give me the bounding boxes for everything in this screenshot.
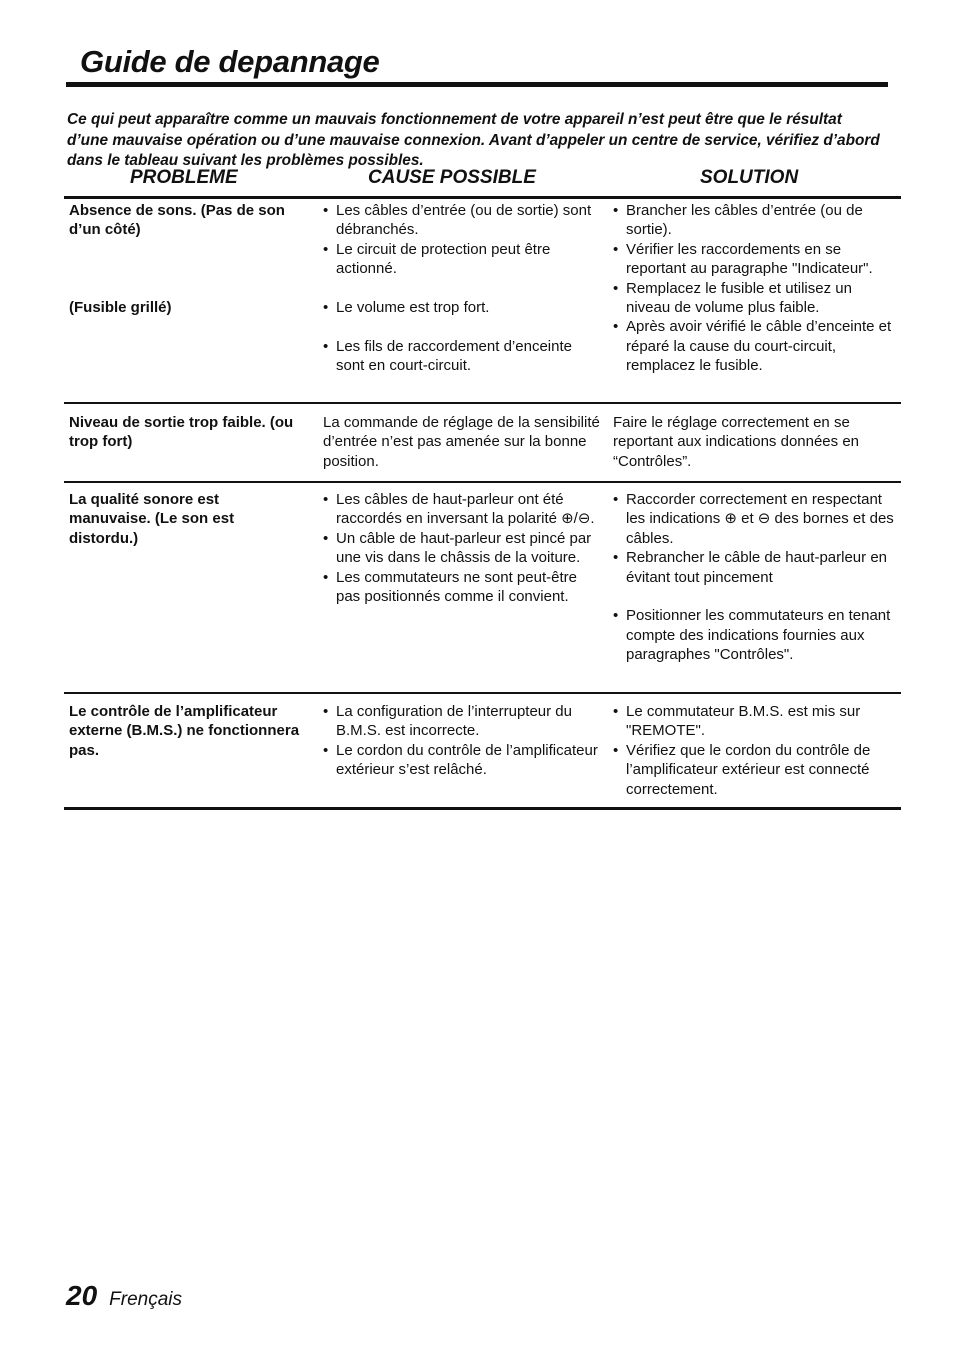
- cause-cell: [323, 413, 603, 471]
- problem-cell: Niveau de sortie trop faible. (ou trop fort): [69, 414, 294, 451]
- row-divider: [64, 481, 901, 483]
- intro-paragraph: Ce qui peut apparaître comme un mauvais fonctionnement de votre appareil n’est peut être que le résultat d’une mauvaise opération ou d’une mauvaise connexion. Avant d’appeler un centre de service, vérifiez d’abord dans le tableau suivant les problèmes possibles.: [67, 111, 880, 170]
- problem-cell: La qualité sonore est manuvaise. (Le son est distordu.): [69, 491, 235, 547]
- solution-item: • Positionner les commutateurs en tenant compte des indications fournies aux paragraphes "Contrôles".: [613, 606, 899, 664]
- row-divider: [64, 402, 901, 404]
- cause-item: • Le cordon du contrôle de l’amplificateur extérieur s’est relâché.: [323, 741, 603, 780]
- table-header-rule: [64, 196, 901, 199]
- solution-cell: [613, 413, 899, 471]
- problem-text: (Fusible grillé): [69, 298, 172, 316]
- page-footer: [66, 1280, 182, 1312]
- solution-item: • Le commutateur B.M.S. est mis sur "REMOTE".: [613, 702, 899, 741]
- language-label: Frençais: [109, 1289, 183, 1310]
- cause-item: • Les commutateurs ne sont peut-être pas positionnés comme il convient.: [323, 568, 603, 607]
- cause-cell: [323, 702, 603, 780]
- solution-item: • Remplacez le fusible et utilisez un niveau de volume plus faible.: [613, 279, 899, 318]
- cause-text: La commande de réglage de la sensibilité d’entrée n’est pas amenée sur la bonne position.: [323, 414, 600, 470]
- solution-item: • Vérifiez que le cordon du contrôle de l’amplificateur extérieur est connecté correctement.: [613, 741, 899, 799]
- solution-item: • Brancher les câbles d’entrée (ou de sortie).: [613, 201, 899, 240]
- cause-item: • La configuration de l’interrupteur du B.M.S. est incorrecte.: [323, 702, 603, 741]
- solution-item: • Vérifier les raccordements en se reportant au paragraphe "Indicateur".: [613, 240, 899, 279]
- cause-cell: [323, 490, 603, 606]
- table-bottom-rule: [64, 807, 901, 810]
- cause-item: • Les câbles d’entrée (ou de sortie) sont débranchés.: [323, 201, 603, 240]
- solution-item: • Après avoir vérifié le câble d’enceinte et réparé la cause du court-circuit, remplacez le fusible.: [613, 317, 899, 375]
- header-solution: SOLUTION: [700, 167, 799, 188]
- problem-text: Absence de sons. (Pas de son d’un côté): [69, 202, 285, 239]
- problem-cell: Le contrôle de l’amplificateur externe (B.M.S.) ne fonctionnera pas.: [69, 703, 300, 759]
- solution-text: Faire le réglage correctement en se reportant aux indications données en “Contrôles”.: [613, 414, 860, 470]
- cause-cell: [323, 201, 603, 376]
- cause-item: • Les fils de raccordement d’enceinte sont en court-circuit.: [323, 337, 603, 376]
- header-problem: PROBLEME: [130, 167, 238, 188]
- solution-cell: [613, 490, 899, 665]
- cause-item: • Le volume est trop fort.: [323, 298, 603, 317]
- page-number: 20: [66, 1280, 98, 1311]
- cause-item: • Le circuit de protection peut être actionné.: [323, 240, 603, 279]
- solution-cell: [613, 702, 899, 799]
- page-title: Guide de depannage: [80, 44, 380, 79]
- cause-item: • Un câble de haut-parleur est pincé par une vis dans le châssis de la voiture.: [323, 529, 603, 568]
- header-cause: CAUSE POSSIBLE: [368, 167, 536, 188]
- solution-item: • Raccorder correctement en respectant les indications ⊕ et ⊖ des bornes et des câbles.: [613, 490, 899, 548]
- cause-item: • Les câbles de haut-parleur ont été raccordés en inversant la polarité ⊕/⊖.: [323, 490, 603, 529]
- solution-cell: [613, 201, 899, 376]
- title-underline: [66, 82, 888, 87]
- solution-item: • Rebrancher le câble de haut-parleur en évitant tout pincement: [613, 548, 899, 587]
- row-divider: [64, 692, 901, 694]
- problem-cell: [69, 201, 301, 317]
